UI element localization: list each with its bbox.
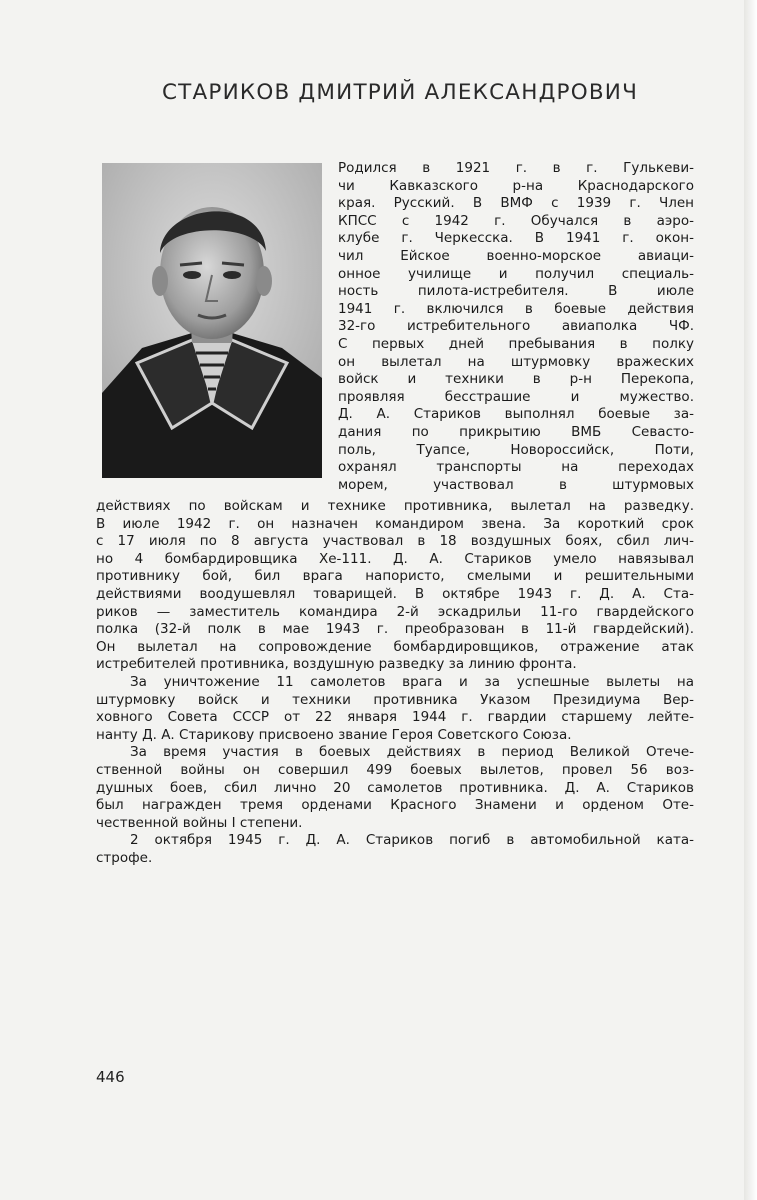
text-line: Он вылетал на сопровождение бомбардировщиков, отражение атак: [96, 638, 694, 655]
text-line: штурмовку войск и техники противника Указом Президиума Вер-: [96, 691, 694, 708]
text-line: действиях по войскам и технике противника, вылетал на разведку.: [96, 498, 694, 514]
text-line: чил Ейское военно-морское авиаци-: [338, 247, 694, 264]
text-line: ховного Совета СССР от 22 января 1944 г. гвардии старшему лейте-: [96, 709, 694, 726]
text-line: он вылетал на штурмовку вражеских: [338, 353, 694, 370]
text-line: онное училище и получил специаль-: [338, 265, 694, 282]
text-line: 1941 г. включился в боевые действия: [338, 300, 694, 317]
text-line: истребителей противника, воздушную разведку за линию фронта.: [96, 656, 577, 673]
text-line: С первых дней пребывания в полку: [338, 335, 694, 352]
text-line: проявляя бесстрашие и мужество.: [338, 388, 694, 405]
text-line: полка (32-й полк в мае 1943 г. преобразован в 11-й гвардейский).: [96, 621, 694, 638]
text-line: ственной войны он совершил 499 боевых вылетов, провел 56 воз-: [96, 761, 694, 778]
text-line: душных боев, сбил лично 20 самолетов противника. Д. А. Стариков: [96, 779, 694, 796]
text-line: чественной войны I степени.: [96, 814, 303, 831]
text-line: но 4 бомбардировщика Хе-111. Д. А. Стариков умело навязывал: [96, 550, 694, 567]
text-line: клубе г. Черкесска. В 1941 г. окон-: [338, 230, 694, 247]
biography-intro: [338, 160, 694, 494]
text-line: За время участия в боевых действиях в период Великой Отече-: [130, 744, 694, 761]
text-line: 32-го истребительного авиаполка ЧФ.: [338, 318, 694, 335]
text-line: Д. А. Стариков выполнял боевые за-: [338, 406, 694, 423]
text-line: края. Русский. В ВМФ с 1939 г. Член: [338, 195, 694, 212]
page-title: СТАРИКОВ ДМИТРИЙ АЛЕКСАНДРОВИЧ: [161, 80, 639, 105]
portrait-photo: [102, 163, 322, 478]
text-line: поль, Туапсе, Новороссийск, Поти,: [338, 441, 694, 458]
text-line: нанту Д. А. Старикову присвоено звание Героя Советского Союза.: [96, 726, 572, 743]
text-line: 2 октября 1945 г. Д. А. Стариков погиб в автомобильной ката-: [130, 832, 694, 849]
text-line: охранял транспорты на переходах: [338, 459, 694, 476]
text-line: КПСС с 1942 г. Обучался в аэро-: [338, 212, 694, 229]
text-line: чи Кавказского р-на Краснодарского: [338, 177, 694, 194]
text-line: За уничтожение 11 самолетов врага и за успешные вылеты на: [130, 673, 694, 690]
text-line: действиями воодушевлял товарищей. В октябре 1943 г. Д. А. Ста-: [96, 585, 694, 602]
text-line: с 17 июля по 8 августа участвовал в 18 воздушных боях, сбил лич-: [96, 533, 694, 550]
text-line: Родился в 1921 г. в г. Гулькеви-: [338, 160, 694, 176]
text-line: войск и техники в р-н Перекопа,: [338, 371, 694, 388]
text-line: морем, участвовал в штурмовых: [338, 476, 694, 493]
text-line: строфе.: [96, 849, 153, 866]
text-line: ность пилота-истребителя. В июле: [338, 283, 694, 300]
text-line: дания по прикрытию ВМБ Севасто-: [338, 423, 694, 440]
text-line: риков — заместитель командира 2-й эскадрильи 11-го гвардейского: [96, 603, 694, 620]
biography-body: [96, 498, 694, 867]
page-number: 446: [96, 1068, 125, 1086]
text-line: был награжден тремя орденами Красного Знамени и орденом Оте-: [96, 797, 694, 814]
page-edge: [744, 0, 757, 1200]
portrait-illustration: [102, 163, 322, 478]
text-line: В июле 1942 г. он назначен командиром звена. За короткий срок: [96, 515, 694, 532]
text-line: противнику бой, бил врага напористо, смелыми и решительными: [96, 568, 694, 585]
